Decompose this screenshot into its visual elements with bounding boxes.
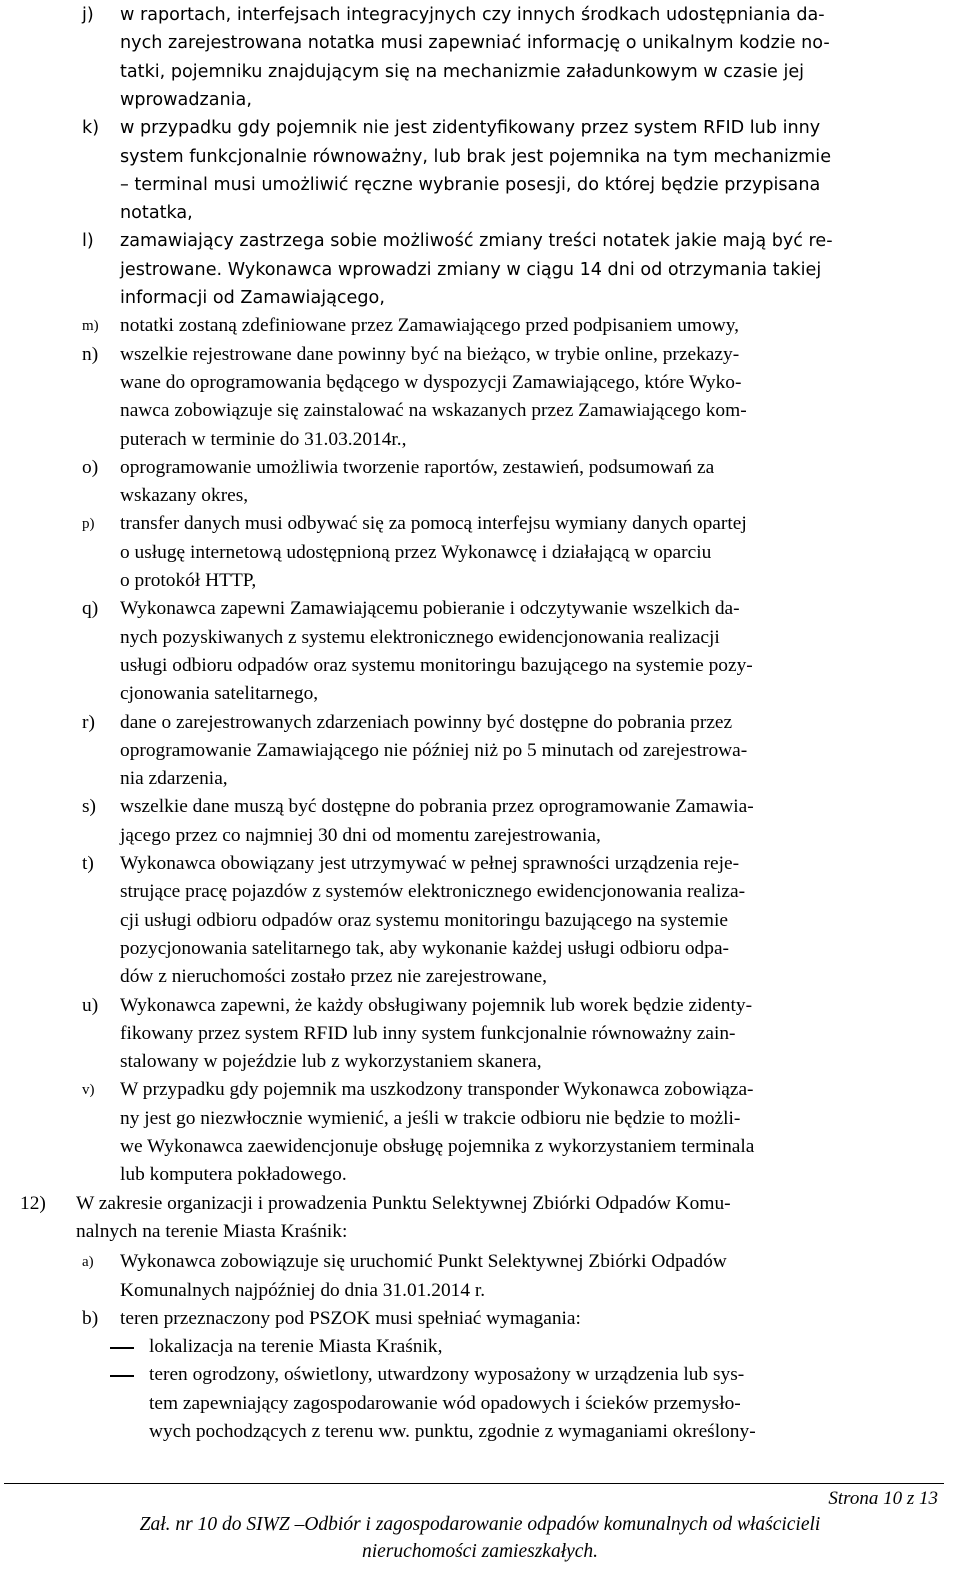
list-item-line bbox=[0, 114, 960, 142]
footer-title-line-2: nieruchomości zamieszkałych. bbox=[361, 1541, 599, 1562]
list-item-label: r) bbox=[82, 711, 95, 733]
list-item-text: fikowany przez system RFID lub inny system funkcjonalnie równoważny zain- bbox=[120, 1022, 736, 1044]
list-item-text: pozycjonowania satelitarnego tak, aby wykonanie każdej usługi odbioru odpa- bbox=[120, 937, 730, 959]
list-item-text: teren przeznaczony pod PSZOK musi spełniać wymagania: bbox=[120, 1307, 581, 1329]
list-item-line bbox=[0, 369, 960, 397]
list-item-label: s) bbox=[82, 796, 97, 818]
list-item-line bbox=[0, 539, 960, 567]
list-item-text: wane do oprogramowania będącego w dyspozycji Zamawiającego, które Wyko- bbox=[120, 371, 742, 393]
list-item-line bbox=[0, 907, 960, 935]
bullet-line bbox=[0, 1361, 960, 1389]
dash-bullet-icon bbox=[110, 1347, 134, 1349]
list-item-text: we Wykonawca zaewidencjonuje obsługę pojemnika z wykorzystaniem terminala bbox=[120, 1136, 755, 1157]
list-item-label: l) bbox=[82, 231, 94, 252]
list-item-text: Komunalnych najpóźniej do dnia 31.01.2014 r. bbox=[120, 1279, 486, 1301]
list-item-text: informacji od Zamawiającego, bbox=[120, 288, 385, 308]
list-item-text: nych pozyskiwanych z systemu elektronicznego ewidencjonowania realizacji bbox=[120, 626, 720, 648]
page-number: Strona 10 z 13 bbox=[828, 1488, 938, 1509]
list-item-text: oprogramowanie umożliwia tworzenie raportów, zestawień, podsumowań za bbox=[120, 456, 715, 478]
bullet-text: teren ogrodzony, oświetlony, utwardzony wyposażony w urządzenia lub sys- bbox=[149, 1364, 745, 1386]
list-item-line bbox=[0, 793, 960, 821]
section-number: 12) bbox=[20, 1192, 46, 1214]
list-item-text: dane o zarejestrowanych zdarzeniach powinny być dostępne do pobrania przez bbox=[120, 711, 733, 733]
list-item-label: o) bbox=[82, 456, 99, 478]
footer-title-line-1: Zał. nr 10 do SIWZ –Odbiór i zagospodarowanie odpadów komunalnych od właścicieli bbox=[139, 1514, 821, 1535]
list-item-text: W przypadku gdy pojemnik ma uszkodzony transponder Wykonawca zobowiąza- bbox=[120, 1079, 754, 1101]
list-item-line bbox=[0, 935, 960, 963]
bullet-text: tem zapewniający zagospodarowanie wód opadowych i ścieków przemysło- bbox=[149, 1392, 741, 1414]
list-item-line bbox=[0, 567, 960, 595]
list-item-label: u) bbox=[82, 994, 99, 1016]
list-item-line bbox=[0, 878, 960, 906]
list-item-line bbox=[0, 822, 960, 850]
list-item-line bbox=[0, 510, 960, 538]
list-item-text: strujące pracę pojazdów z systemów elektronicznego ewidencjonowania realiza- bbox=[120, 881, 746, 903]
list-item-text: jestrowane. Wykonawca wprowadzi zmiany w ciągu 14 dni od otrzymania takiej bbox=[120, 259, 822, 280]
list-item-label: v) bbox=[82, 1082, 95, 1099]
list-item-line bbox=[0, 850, 960, 878]
bullet-line bbox=[0, 1418, 960, 1446]
list-item-text: stalowany w pojeździe lub z wykorzystaniem skanera, bbox=[120, 1051, 542, 1073]
list-item-text: transfer danych musi odbywać się za pomocą interfejsu wymiany danych opartej bbox=[120, 513, 747, 535]
list-item-line bbox=[0, 341, 960, 369]
list-item-text: wskazany okres, bbox=[120, 485, 249, 507]
list-item-text: notatki zostaną zdefiniowane przez Zamawiającego przed podpisaniem umowy, bbox=[120, 315, 739, 337]
list-item-label: n) bbox=[82, 343, 99, 365]
list-item-line bbox=[0, 680, 960, 708]
list-item-text: w przypadku gdy pojemnik nie jest zidentyfikowany przez system RFID lub inny bbox=[120, 118, 821, 139]
list-item-line bbox=[0, 1020, 960, 1048]
section-12-item-line bbox=[0, 1248, 960, 1276]
bullet-line bbox=[0, 1333, 960, 1361]
list-item-text: Wykonawca zapewni Zamawiającemu pobieranie i odczytywanie wszelkich da- bbox=[120, 598, 740, 620]
footer-rule bbox=[4, 1483, 944, 1484]
list-item-line bbox=[0, 29, 960, 57]
list-item-line bbox=[0, 227, 960, 255]
list-item-line bbox=[0, 1161, 960, 1189]
list-item-line bbox=[0, 482, 960, 510]
list-item-line bbox=[0, 1076, 960, 1104]
list-item-label: k) bbox=[82, 118, 100, 139]
list-item-line bbox=[0, 426, 960, 454]
bullet-line bbox=[0, 1390, 960, 1418]
list-item-label: j) bbox=[82, 5, 94, 25]
list-item-text: cjonowania satelitarnego, bbox=[120, 683, 319, 705]
list-item-text: wszelkie rejestrowane dane powinny być na bieżąco, w trybie online, przekazy- bbox=[120, 343, 740, 365]
list-item-text: puterach w terminie do 31.03.2014r., bbox=[120, 428, 407, 450]
list-item-line bbox=[0, 992, 960, 1020]
list-item-label: q) bbox=[82, 598, 99, 620]
section-12-item-line bbox=[0, 1277, 960, 1305]
list-item-label: a) bbox=[82, 1254, 94, 1271]
bullet-text: lokalizacja na terenie Miasta Kraśnik, bbox=[149, 1336, 443, 1358]
list-item-text: notatka, bbox=[120, 203, 193, 224]
list-item-text: Wykonawca obowiązany jest utrzymywać w pełnej sprawności urządzenia reje- bbox=[120, 853, 740, 874]
list-item-label: b) bbox=[82, 1307, 99, 1329]
list-item-text: cji usługi odbioru odpadów oraz systemu monitoringu bazującego na systemie bbox=[120, 909, 728, 931]
list-item-text: jącego przez co najmniej 30 dni od momentu zarejestrowania, bbox=[120, 824, 601, 846]
list-item-text: – terminal musi umożliwić ręczne wybranie posesji, do której będzie przypisana bbox=[120, 174, 821, 195]
list-item-text: Wykonawca zapewni, że każdy obsługiwany pojemnik lub worek będzie zidenty- bbox=[120, 994, 753, 1016]
list-item-line bbox=[0, 86, 960, 114]
section-12-text: nalnych na terenie Miasta Kraśnik: bbox=[76, 1220, 348, 1242]
list-item-line bbox=[0, 765, 960, 793]
list-item-line bbox=[0, 256, 960, 284]
list-item-line bbox=[0, 963, 960, 991]
list-item-line bbox=[0, 1, 960, 29]
list-item-line bbox=[0, 709, 960, 737]
list-item-line bbox=[0, 1105, 960, 1133]
list-item-text: wprowadzania, bbox=[120, 89, 252, 110]
list-item-text: nawca zobowiązuje się zainstalować na wskazanych przez Zamawiającego kom- bbox=[120, 400, 747, 422]
list-item-line bbox=[0, 284, 960, 312]
list-item-line bbox=[0, 171, 960, 199]
section-12-item-line bbox=[0, 1305, 960, 1333]
list-item-line bbox=[0, 199, 960, 227]
list-item-text: zamawiający zastrzega sobie możliwość zmiany treści notatek jakie mają być re- bbox=[120, 231, 833, 252]
list-item-text: nia zdarzenia, bbox=[120, 768, 228, 790]
list-item-text: o protokół HTTP, bbox=[120, 570, 257, 591]
list-item-line bbox=[0, 1048, 960, 1076]
list-item-text: nych zarejestrowana notatka musi zapewniać informację o unikalnym kodzie no- bbox=[120, 33, 830, 54]
list-item-line bbox=[0, 143, 960, 171]
list-item-label: t) bbox=[82, 853, 94, 874]
list-item-label: p) bbox=[82, 516, 95, 533]
list-item-text: ny jest go niezwłocznie wymienić, a jeśli w trakcie odbioru nie będzie to możli- bbox=[120, 1107, 741, 1129]
list-item-line bbox=[0, 652, 960, 680]
list-item-line bbox=[0, 1133, 960, 1161]
section-12-line bbox=[0, 1190, 960, 1218]
list-item-line bbox=[0, 454, 960, 482]
list-item-text: usługi odbioru odpadów oraz systemu monitoringu bazującego na systemie pozy- bbox=[120, 654, 753, 676]
list-item-line bbox=[0, 595, 960, 623]
list-item-text: oprogramowanie Zamawiającego nie później niż po 5 minutach od zarejestrowa- bbox=[120, 739, 748, 761]
section-12-line bbox=[0, 1218, 960, 1246]
bullet-text: wych pochodzących z terenu ww. punktu, zgodnie z wymaganiami określony- bbox=[149, 1421, 756, 1442]
list-item-line bbox=[0, 312, 960, 340]
list-item-text: o usługę internetową udostępnioną przez Wykonawcę i działającą w oparciu bbox=[120, 541, 712, 563]
section-12-text: W zakresie organizacji i prowadzenia Punktu Selektywnej Zbiórki Odpadów Komu- bbox=[76, 1192, 731, 1214]
list-item-text: system funkcjonalnie równoważny, lub brak jest pojemnika na tym mechanizmie bbox=[120, 146, 832, 167]
list-item-text: Wykonawca zobowiązuje się uruchomić Punkt Selektywnej Zbiórki Odpadów bbox=[120, 1251, 727, 1273]
list-item-text: lub komputera pokładowego. bbox=[120, 1164, 347, 1186]
list-item-text: tatki, pojemniku znajdującym się na mechanizmie załadunkowym w czasie jej bbox=[120, 61, 805, 82]
list-item-line bbox=[0, 624, 960, 652]
list-item-line bbox=[0, 58, 960, 86]
list-item-text: w raportach, interfejsach integracyjnych czy innych środkach udostępniania da- bbox=[120, 5, 825, 25]
list-item-label: m) bbox=[82, 318, 99, 335]
list-item-line bbox=[0, 397, 960, 425]
list-item-text: wszelkie dane muszą być dostępne do pobrania przez oprogramowanie Zamawia- bbox=[120, 796, 754, 818]
list-item-text: dów z nieruchomości zostało przez nie zarejestrowane, bbox=[120, 966, 547, 988]
list-item-line bbox=[0, 737, 960, 765]
dash-bullet-icon bbox=[110, 1375, 134, 1377]
